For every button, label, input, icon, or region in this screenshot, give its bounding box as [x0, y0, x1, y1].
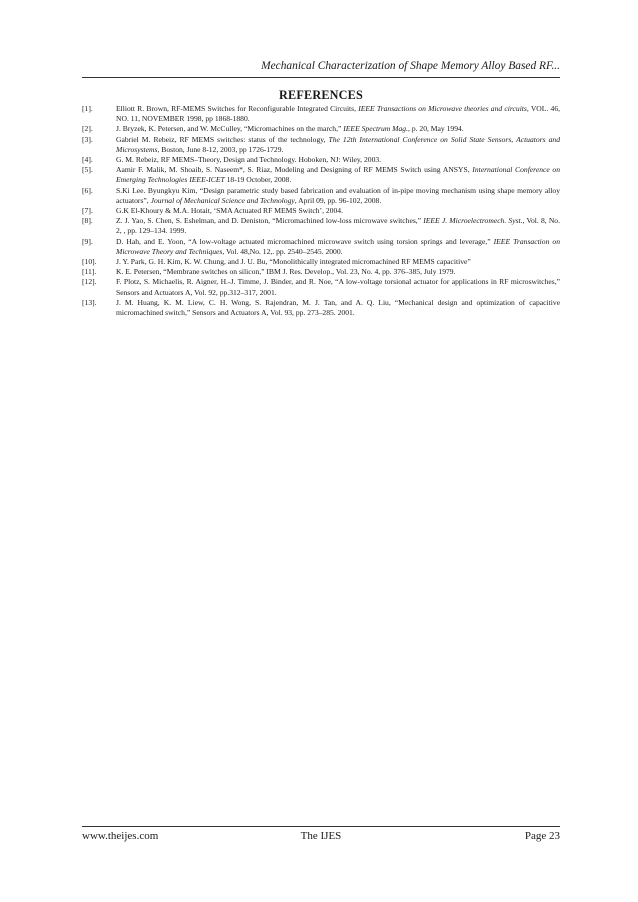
- footer-page-number: Page 23: [524, 830, 560, 842]
- reference-segment: F. Plotz, S. Michaelis, R. Aigner, H.-J. Timme, J. Binder, and R. Noe, “A low-voltage torsional actuator for applications in RF microswitches,” Sensors and Actuators A, Vol. 92, pp.312–317, 2001.: [116, 277, 560, 297]
- reference-number: [5].: [82, 165, 93, 175]
- reference-segment: J. M. Huang, K. M. Liew, C. H. Wong, S. Rajendran, M. J. Tan, and A. Q. Liu, “Mechanical design and optimization of capacitive micromachined switch,” Sensors and Actuators A, Vol. 93, pp. 273–285. 2001.: [116, 297, 560, 318]
- footer-journal: The IJES: [300, 830, 342, 842]
- reference-item: [82, 135, 560, 155]
- reference-segment: , Boston, June 8-12, 2003, pp 1726-1729.: [157, 144, 284, 154]
- reference-item: [82, 298, 560, 318]
- reference-number: [13].: [82, 297, 97, 307]
- reference-number: [9].: [82, 236, 93, 246]
- footer-website: www.theijes.com: [82, 830, 159, 842]
- reference-segment: , Vol. 8, No. 2, , pp. 129–134. 1999.: [116, 216, 560, 236]
- reference-text: [116, 165, 560, 185]
- reference-item: [82, 124, 560, 134]
- reference-item: [82, 257, 560, 267]
- reference-source-title: IEEE J. Microelectromech. Syst.: [423, 216, 523, 226]
- reference-text: [116, 104, 560, 124]
- reference-item: [82, 237, 560, 257]
- reference-source-title: IEEE Spectrum Mag.: [343, 124, 409, 134]
- reference-segment: , VOL. 46, NO. 11, NOVEMBER 1998, pp 1868-1880.: [116, 104, 561, 124]
- reference-number: [3].: [82, 134, 93, 144]
- reference-item: [82, 155, 560, 165]
- reference-segment: J. Y. Park, G. H. Kim, K. W. Chung, and J. U. Bu, “Monolithically integrated micromachined RF MEMS capacitive”: [116, 257, 471, 267]
- reference-source-title: IEEE Transactions on Microwave theories and circuits: [358, 104, 527, 113]
- reference-number: [11].: [82, 267, 97, 277]
- reference-segment: K. E. Petersen, “Membrane switches on silicon,” IBM J. Res. Develop., Vol. 23, No. 4, pp. 376–385, July 1979.: [116, 267, 456, 277]
- reference-text: [116, 298, 560, 318]
- reference-text: [116, 216, 560, 236]
- reference-item: [82, 165, 560, 185]
- reference-item: [82, 104, 560, 124]
- reference-segment: D. Hah, and E. Yoon, “A low-voltage actuated micromachined microwave switch using torsion springs and leverage,”: [116, 236, 494, 246]
- reference-segment: J. Bryzek, K. Petersen, and W. McCulley, “Micromachines on the march,”: [116, 124, 344, 134]
- reference-item: [82, 206, 560, 216]
- reference-text: [116, 155, 560, 165]
- header-divider: [82, 77, 560, 78]
- reference-source-title: The 12th International Conference on Solid State Sensors, Actuators and Microsystems: [116, 134, 560, 154]
- running-header: Mechanical Characterization of Shape Memory Alloy Based RF...: [261, 60, 560, 72]
- reference-number: [10].: [82, 257, 97, 267]
- reference-segment: Gabriel M. Rebeiz, RF MEMS switches: status of the technology,: [116, 134, 329, 144]
- reference-item: [82, 216, 560, 236]
- reference-segment: 18-19 October, 2008.: [224, 175, 292, 185]
- reference-number: [4].: [82, 155, 93, 165]
- reference-number: [7].: [82, 206, 93, 216]
- reference-segment: , April 09, pp. 96-102, 2008.: [294, 195, 382, 205]
- reference-text: [116, 124, 560, 134]
- reference-source-title: International Conference on Emerging Technologies IEEE-ICET: [116, 165, 561, 185]
- reference-number: [8].: [82, 216, 93, 226]
- reference-number: [12].: [82, 277, 97, 287]
- reference-source-title: Journal of Mechanical Science and Technology: [150, 195, 295, 205]
- reference-item: [82, 186, 560, 206]
- reference-segment: , p. 20, May 1994.: [408, 124, 464, 134]
- reference-text: [116, 267, 560, 277]
- reference-list: [82, 104, 560, 318]
- reference-item: [82, 277, 560, 297]
- reference-item: [82, 267, 560, 277]
- footer-divider: [82, 826, 560, 827]
- reference-text: [116, 186, 560, 206]
- reference-number: [1].: [82, 104, 93, 113]
- reference-text: [116, 135, 560, 155]
- reference-segment: , Vol. 48,No. 12,. pp. 2540–2545. 2000.: [222, 246, 343, 256]
- reference-segment: G. M. Rebeiz, RF MEMS–Theory, Design and Technology. Hoboken, NJ: Wiley, 2003.: [116, 155, 382, 165]
- reference-segment: Aamir F. Malik, M. Shoaib, S. Naseem*, S. Riaz, Modeling and Designing of RF MEMS Switch using ANSYS,: [116, 165, 473, 175]
- reference-text: [116, 206, 560, 216]
- reference-number: [6].: [82, 185, 93, 195]
- reference-text: [116, 277, 560, 297]
- reference-text: [116, 257, 560, 267]
- reference-number: [2].: [82, 124, 93, 134]
- references-heading: REFERENCES: [279, 88, 363, 102]
- reference-segment: G.K El-Khoury & M.A. Hotait, ‘SMA Actuated RF MEMS Switch’, 2004.: [116, 206, 343, 216]
- reference-text: [116, 237, 560, 257]
- reference-segment: Z. J. Yao, S. Chen, S. Eshelman, and D. Deniston, “Micromachined low-loss microwave switches,”: [116, 216, 424, 226]
- reference-segment: S.Ki Lee. Byungkyu Kim, “Design parametric study based fabrication and evaluation of in-pipe moving mechanism using shape memory alloy actuators”,: [116, 185, 560, 205]
- reference-source-title: IEEE Transaction on Microwave Theory and Techniques: [116, 236, 560, 256]
- reference-segment: Elliott R. Brown, RF-MEMS Switches for Reconfigurable Integrated Circuits,: [116, 104, 359, 113]
